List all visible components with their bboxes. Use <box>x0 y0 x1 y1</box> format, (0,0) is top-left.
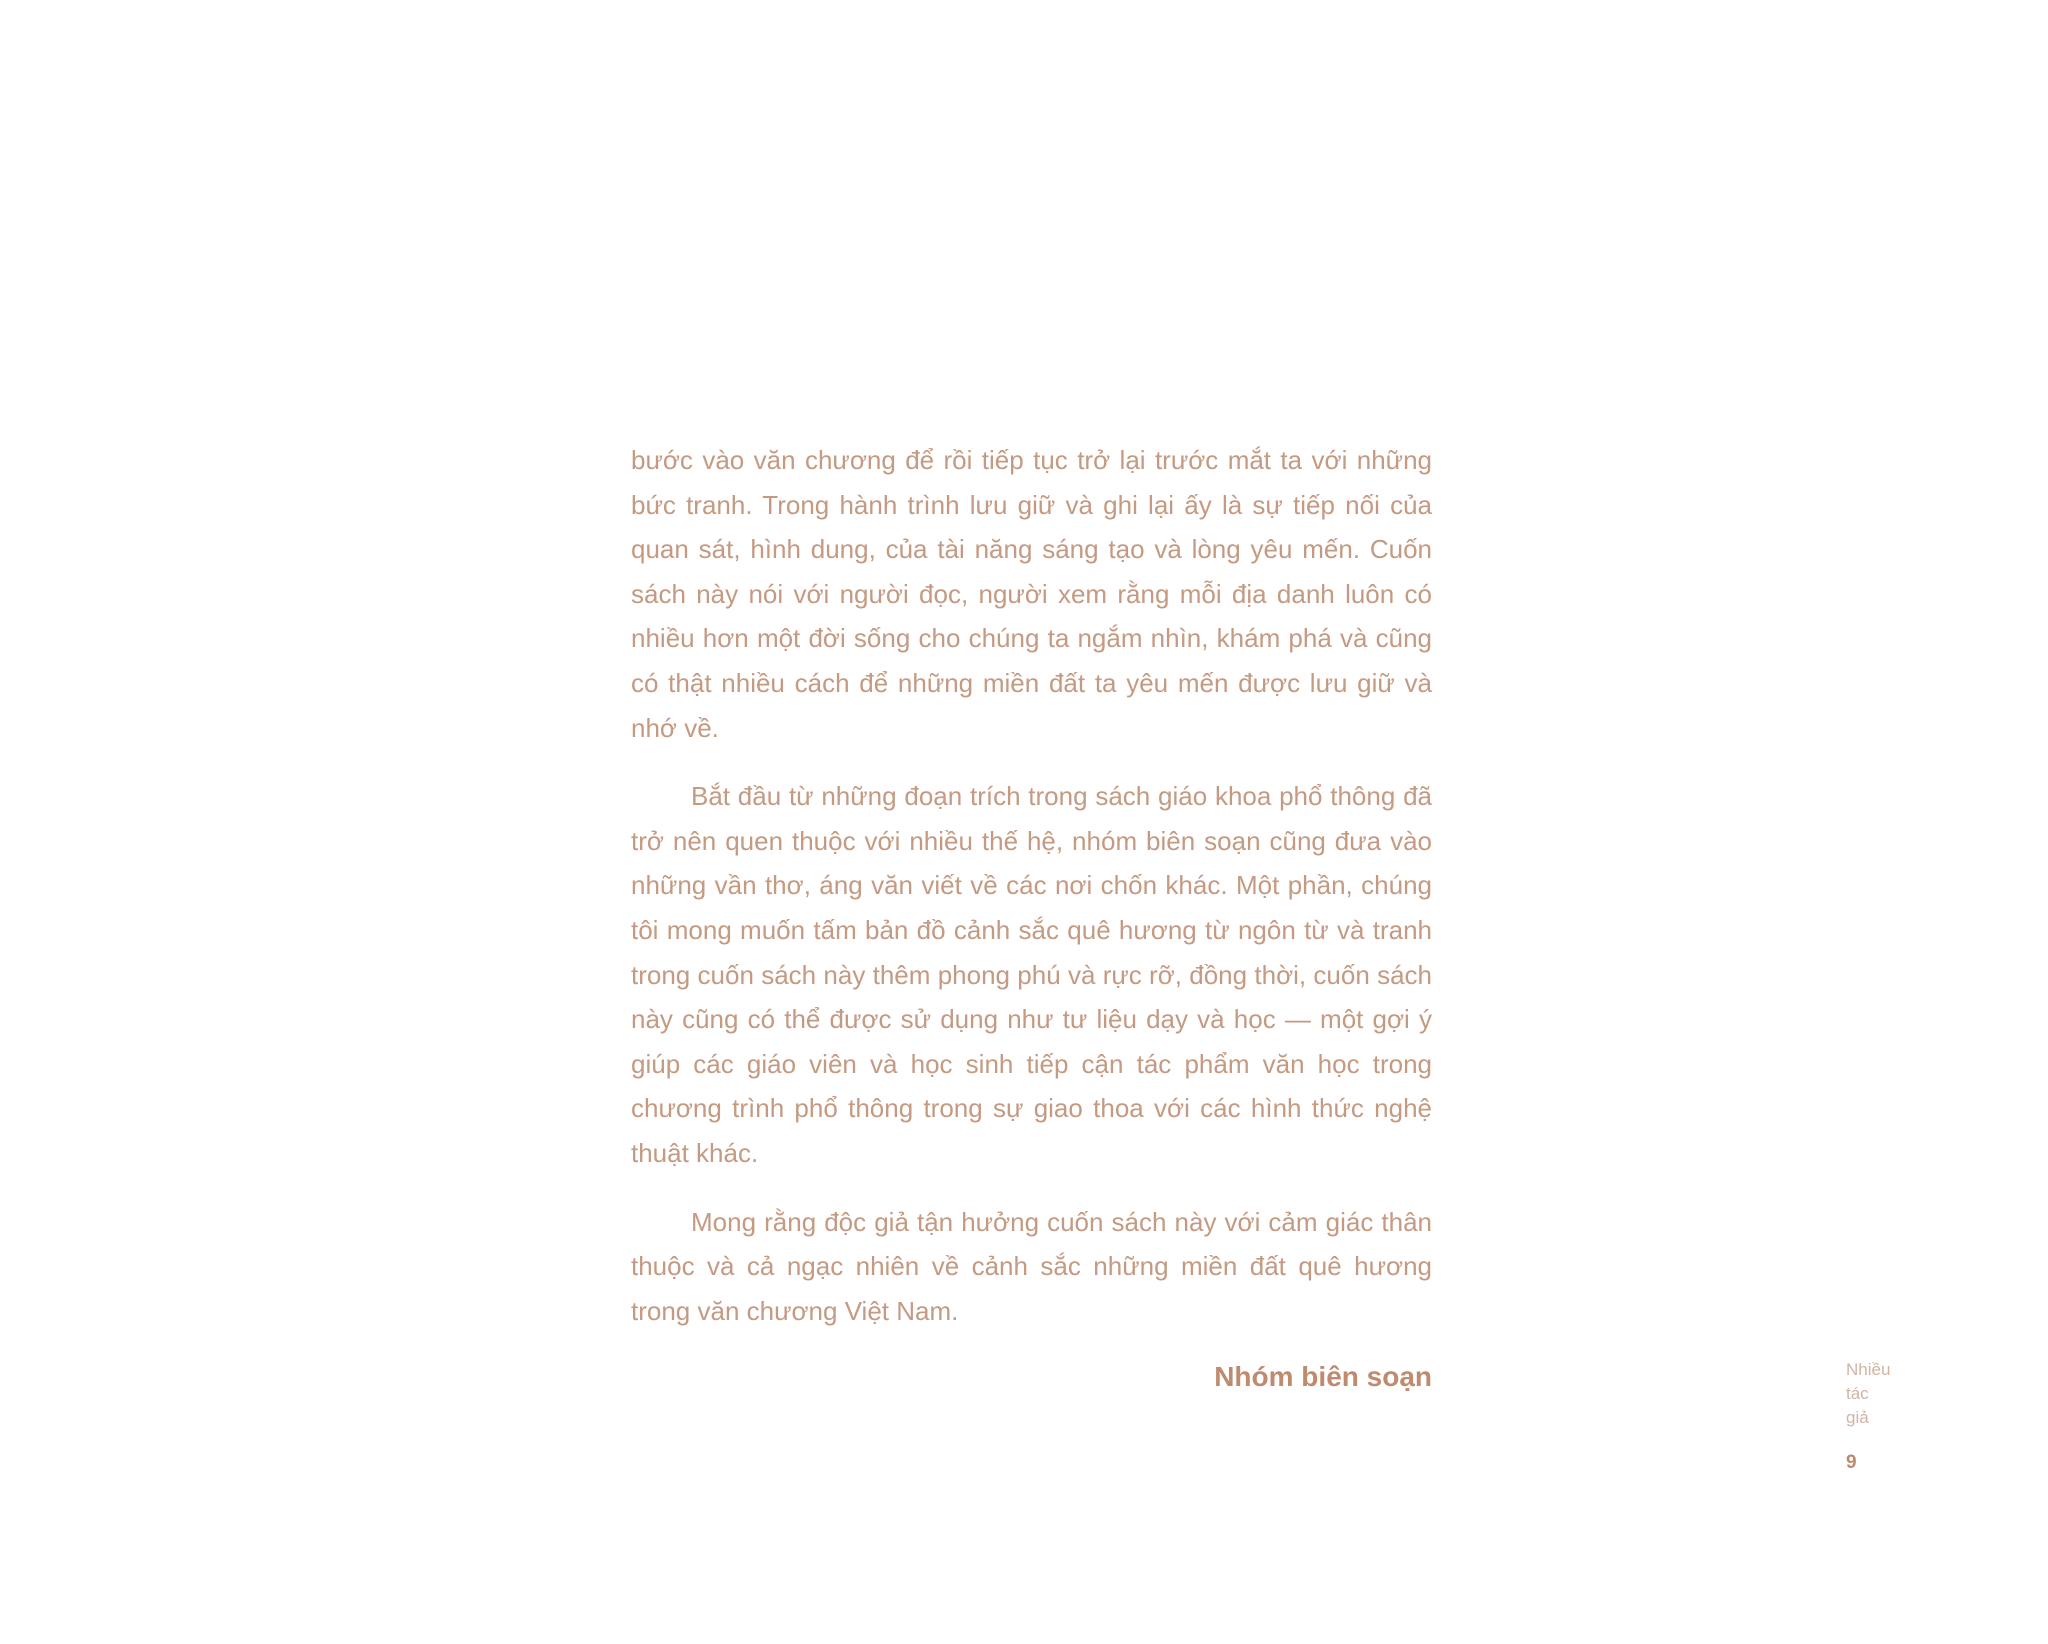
main-text-block <box>631 438 1432 1399</box>
author-line-3: giả <box>1846 1408 1869 1427</box>
paragraph-1: bước vào văn chương để rồi tiếp tục trở lại trước mắt ta với những bức tranh. Trong hành trình lưu giữ và ghi lại ấy là sự tiếp nối của quan sát, hình dung, của tài năng sáng tạo và lòng yêu mến. Cuốn sách này nói với người đọc, người xem rằng mỗi địa danh luôn có nhiều hơn một đời sống cho chúng ta ngắm nhìn, khám phá và cũng có thật nhiều cách để những miền đất ta yêu mến được lưu giữ và nhớ về. <box>631 445 1432 743</box>
paragraph-2: Bắt đầu từ những đoạn trích trong sách giáo khoa phổ thông đã trở nên quen thuộc với nhiều thế hệ, nhóm biên soạn cũng đưa vào những vần thơ, áng văn viết về các nơi chốn khác. Một phần, chúng tôi mong muốn tấm bản đồ cảnh sắc quê hương từ ngôn từ và tranh trong cuốn sách này thêm phong phú và rực rỡ, đồng thời, cuốn sách này cũng có thể được sử dụng như tư liệu dạy và học — một gợi ý giúp các giáo viên và học sinh tiếp cận tác phẩm văn học trong chương trình phổ thông trong sự giao thoa với các hình thức nghệ thuật khác. <box>631 781 1432 1168</box>
running-author-label <box>1846 1358 1926 1430</box>
paragraph-3: Mong rằng độc giả tận hưởng cuốn sách này với cảm giác thân thuộc và cả ngạc nhiên về cảnh sắc những miền đất quê hương trong văn chương Việt Nam. <box>631 1206 1432 1326</box>
author-line-1: Nhiều <box>1846 1360 1891 1379</box>
author-line-2: tác <box>1846 1384 1869 1403</box>
signature: Nhóm biên soạn <box>1214 1361 1432 1393</box>
page-number: 9 <box>1846 1452 1857 1473</box>
